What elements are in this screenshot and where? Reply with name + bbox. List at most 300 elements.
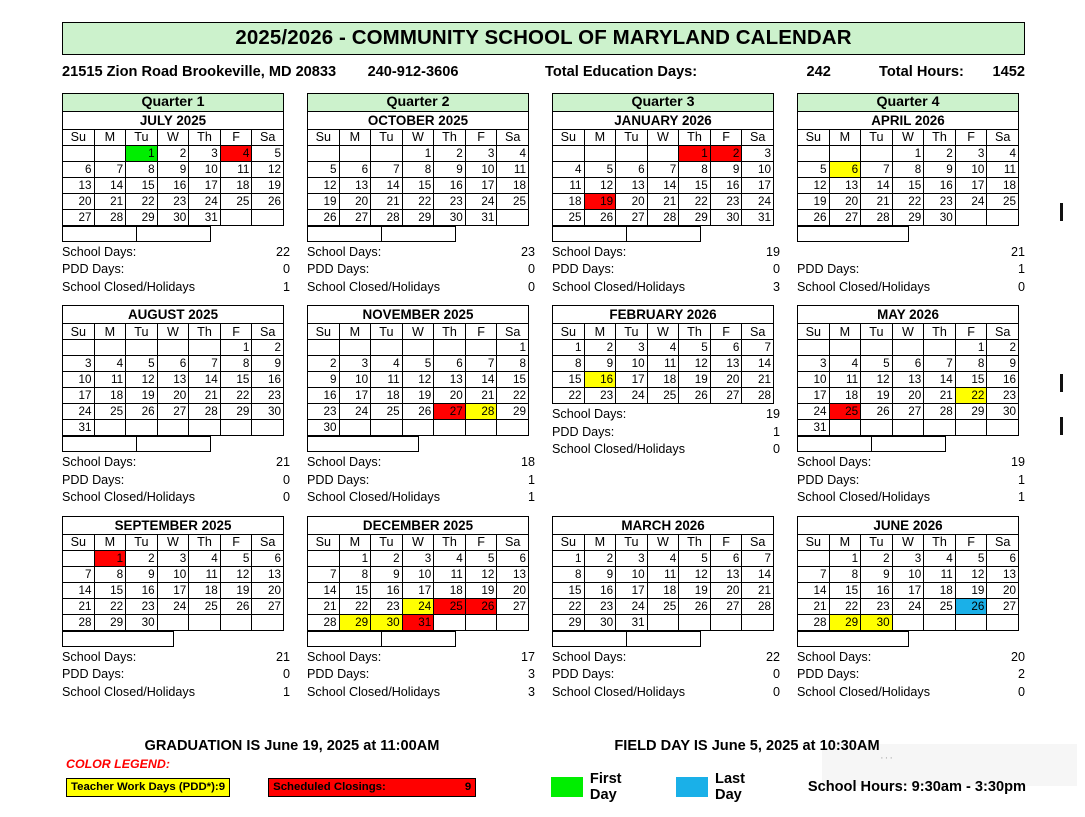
calendar-day[interactable]: 23: [157, 193, 189, 209]
calendar-day[interactable]: 24: [339, 404, 371, 420]
calendar-day[interactable]: 24: [157, 598, 189, 614]
calendar-day[interactable]: 1: [892, 145, 924, 161]
calendar-day[interactable]: 31: [189, 209, 221, 225]
calendar-day[interactable]: 10: [955, 161, 987, 177]
calendar-day[interactable]: 21: [63, 598, 95, 614]
calendar-day[interactable]: 15: [955, 372, 987, 388]
calendar-day[interactable]: 5: [798, 161, 830, 177]
calendar-day[interactable]: 22: [402, 193, 434, 209]
calendar-day[interactable]: 18: [189, 582, 221, 598]
calendar-day[interactable]: 13: [497, 566, 529, 582]
calendar-day[interactable]: 11: [647, 356, 679, 372]
calendar-day[interactable]: 15: [339, 582, 371, 598]
calendar-day[interactable]: 29: [402, 209, 434, 225]
calendar-day[interactable]: 8: [94, 566, 126, 582]
calendar-day[interactable]: 14: [742, 566, 774, 582]
calendar-day[interactable]: 14: [63, 582, 95, 598]
calendar-day[interactable]: 16: [987, 372, 1019, 388]
calendar-day[interactable]: 6: [63, 161, 95, 177]
calendar-day[interactable]: 23: [924, 193, 956, 209]
calendar-day[interactable]: 7: [861, 161, 893, 177]
calendar-day[interactable]: 26: [798, 209, 830, 225]
calendar-day[interactable]: 24: [63, 404, 95, 420]
calendar-day[interactable]: 7: [371, 161, 403, 177]
calendar-day[interactable]: 20: [829, 193, 861, 209]
calendar-day[interactable]: 23: [434, 193, 466, 209]
calendar-day[interactable]: 9: [987, 356, 1019, 372]
calendar-day[interactable]: 21: [465, 388, 497, 404]
calendar-day[interactable]: 8: [339, 566, 371, 582]
calendar-day[interactable]: 21: [924, 388, 956, 404]
calendar-day[interactable]: 12: [679, 356, 711, 372]
calendar-day[interactable]: 2: [924, 145, 956, 161]
calendar-day[interactable]: 26: [220, 598, 252, 614]
calendar-day[interactable]: 9: [584, 566, 616, 582]
calendar-day[interactable]: 18: [829, 388, 861, 404]
calendar-day[interactable]: 18: [987, 177, 1019, 193]
calendar-day[interactable]: 13: [710, 566, 742, 582]
calendar-day[interactable]: 5: [861, 356, 893, 372]
calendar-day[interactable]: 8: [829, 566, 861, 582]
calendar-day[interactable]: 19: [798, 193, 830, 209]
calendar-day[interactable]: 7: [189, 356, 221, 372]
calendar-day[interactable]: 29: [126, 209, 158, 225]
calendar-day[interactable]: 14: [308, 582, 340, 598]
calendar-day[interactable]: 26: [679, 388, 711, 404]
calendar-day[interactable]: 4: [189, 550, 221, 566]
calendar-day[interactable]: 28: [742, 598, 774, 614]
calendar-day[interactable]: 2: [252, 340, 284, 356]
calendar-day[interactable]: 16: [126, 582, 158, 598]
calendar-day[interactable]: 13: [892, 372, 924, 388]
calendar-day[interactable]: 3: [798, 356, 830, 372]
calendar-day[interactable]: 3: [892, 550, 924, 566]
calendar-day[interactable]: 22: [955, 388, 987, 404]
calendar-day[interactable]: 30: [861, 614, 893, 630]
calendar-day[interactable]: 30: [157, 209, 189, 225]
calendar-day[interactable]: 1: [679, 145, 711, 161]
calendar-day[interactable]: 15: [892, 177, 924, 193]
calendar-day[interactable]: 17: [189, 177, 221, 193]
calendar-day[interactable]: 6: [892, 356, 924, 372]
calendar-day[interactable]: 3: [616, 340, 648, 356]
calendar-day[interactable]: 19: [679, 582, 711, 598]
calendar-day[interactable]: 22: [220, 388, 252, 404]
calendar-day[interactable]: 29: [955, 404, 987, 420]
calendar-day[interactable]: 19: [861, 388, 893, 404]
calendar-day[interactable]: 4: [829, 356, 861, 372]
calendar-day[interactable]: 2: [371, 550, 403, 566]
calendar-day[interactable]: 23: [584, 598, 616, 614]
calendar-day[interactable]: 25: [924, 598, 956, 614]
calendar-day[interactable]: 21: [308, 598, 340, 614]
calendar-day[interactable]: 31: [798, 420, 830, 436]
calendar-day[interactable]: 18: [647, 582, 679, 598]
calendar-day[interactable]: 16: [308, 388, 340, 404]
calendar-day[interactable]: 29: [339, 614, 371, 630]
calendar-day[interactable]: 7: [798, 566, 830, 582]
calendar-day[interactable]: 19: [584, 193, 616, 209]
calendar-day[interactable]: 23: [861, 598, 893, 614]
calendar-day[interactable]: 3: [465, 145, 497, 161]
calendar-day[interactable]: 28: [189, 404, 221, 420]
calendar-day[interactable]: 29: [892, 209, 924, 225]
calendar-day[interactable]: 7: [465, 356, 497, 372]
calendar-day[interactable]: 8: [553, 566, 585, 582]
calendar-day[interactable]: 23: [371, 598, 403, 614]
calendar-day[interactable]: 12: [220, 566, 252, 582]
calendar-day[interactable]: 9: [308, 372, 340, 388]
calendar-day[interactable]: 7: [94, 161, 126, 177]
calendar-day[interactable]: 16: [710, 177, 742, 193]
calendar-day[interactable]: 19: [220, 582, 252, 598]
calendar-day[interactable]: 10: [616, 356, 648, 372]
calendar-day[interactable]: 10: [339, 372, 371, 388]
calendar-day[interactable]: 17: [616, 582, 648, 598]
calendar-day[interactable]: 17: [339, 388, 371, 404]
calendar-day[interactable]: 27: [157, 404, 189, 420]
calendar-day[interactable]: 26: [252, 193, 284, 209]
calendar-day[interactable]: 13: [434, 372, 466, 388]
calendar-day[interactable]: 7: [742, 340, 774, 356]
calendar-day[interactable]: 16: [371, 582, 403, 598]
calendar-day[interactable]: 19: [308, 193, 340, 209]
calendar-day[interactable]: 19: [955, 582, 987, 598]
calendar-day[interactable]: 2: [710, 145, 742, 161]
calendar-day[interactable]: 25: [553, 209, 585, 225]
calendar-day[interactable]: 16: [924, 177, 956, 193]
calendar-day[interactable]: 16: [861, 582, 893, 598]
calendar-day[interactable]: 12: [465, 566, 497, 582]
calendar-day[interactable]: 13: [63, 177, 95, 193]
calendar-day[interactable]: 25: [497, 193, 529, 209]
calendar-day[interactable]: 30: [987, 404, 1019, 420]
calendar-day[interactable]: 2: [861, 550, 893, 566]
calendar-day[interactable]: 31: [63, 420, 95, 436]
calendar-day[interactable]: 30: [434, 209, 466, 225]
calendar-day[interactable]: 9: [861, 566, 893, 582]
calendar-day[interactable]: 1: [497, 340, 529, 356]
calendar-day[interactable]: 22: [339, 598, 371, 614]
calendar-day[interactable]: 1: [220, 340, 252, 356]
calendar-day[interactable]: 28: [647, 209, 679, 225]
calendar-day[interactable]: 6: [710, 340, 742, 356]
calendar-day[interactable]: 11: [924, 566, 956, 582]
calendar-day[interactable]: 28: [861, 209, 893, 225]
calendar-day[interactable]: 22: [553, 388, 585, 404]
calendar-day[interactable]: 5: [252, 145, 284, 161]
calendar-day[interactable]: 27: [252, 598, 284, 614]
calendar-day[interactable]: 6: [497, 550, 529, 566]
calendar-day[interactable]: 10: [742, 161, 774, 177]
calendar-day[interactable]: 5: [955, 550, 987, 566]
calendar-day[interactable]: 3: [157, 550, 189, 566]
calendar-day[interactable]: 18: [94, 388, 126, 404]
calendar-day[interactable]: 24: [616, 598, 648, 614]
calendar-day[interactable]: 17: [798, 388, 830, 404]
calendar-day[interactable]: 4: [924, 550, 956, 566]
calendar-day[interactable]: 11: [94, 372, 126, 388]
calendar-day[interactable]: 5: [126, 356, 158, 372]
calendar-day[interactable]: 2: [157, 145, 189, 161]
calendar-day[interactable]: 27: [710, 598, 742, 614]
calendar-day[interactable]: 30: [126, 614, 158, 630]
calendar-day[interactable]: 29: [220, 404, 252, 420]
calendar-day[interactable]: 18: [553, 193, 585, 209]
calendar-day[interactable]: 26: [955, 598, 987, 614]
calendar-day[interactable]: 20: [710, 372, 742, 388]
calendar-day[interactable]: 21: [742, 582, 774, 598]
calendar-day[interactable]: 24: [189, 193, 221, 209]
calendar-day[interactable]: 10: [798, 372, 830, 388]
calendar-day[interactable]: 9: [126, 566, 158, 582]
calendar-day[interactable]: 23: [710, 193, 742, 209]
calendar-day[interactable]: 15: [829, 582, 861, 598]
calendar-day[interactable]: 8: [220, 356, 252, 372]
calendar-day[interactable]: 9: [371, 566, 403, 582]
calendar-day[interactable]: 9: [157, 161, 189, 177]
calendar-day[interactable]: 1: [126, 145, 158, 161]
calendar-day[interactable]: 10: [157, 566, 189, 582]
calendar-day[interactable]: 25: [829, 404, 861, 420]
calendar-day[interactable]: 22: [94, 598, 126, 614]
calendar-day[interactable]: 3: [402, 550, 434, 566]
calendar-day[interactable]: 28: [94, 209, 126, 225]
calendar-day[interactable]: 8: [126, 161, 158, 177]
calendar-day[interactable]: 13: [616, 177, 648, 193]
calendar-day[interactable]: 3: [63, 356, 95, 372]
calendar-day[interactable]: 8: [497, 356, 529, 372]
calendar-day[interactable]: 2: [434, 145, 466, 161]
calendar-day[interactable]: 15: [553, 582, 585, 598]
calendar-day[interactable]: 20: [616, 193, 648, 209]
calendar-day[interactable]: 14: [798, 582, 830, 598]
calendar-day[interactable]: 9: [252, 356, 284, 372]
calendar-day[interactable]: 22: [497, 388, 529, 404]
calendar-day[interactable]: 23: [584, 388, 616, 404]
calendar-day[interactable]: 27: [829, 209, 861, 225]
calendar-day[interactable]: 25: [647, 598, 679, 614]
calendar-day[interactable]: 1: [553, 340, 585, 356]
calendar-day[interactable]: 10: [402, 566, 434, 582]
calendar-day[interactable]: 26: [679, 598, 711, 614]
calendar-day[interactable]: 1: [955, 340, 987, 356]
calendar-day[interactable]: 12: [402, 372, 434, 388]
calendar-day[interactable]: 12: [861, 372, 893, 388]
calendar-day[interactable]: 4: [497, 145, 529, 161]
calendar-day[interactable]: 24: [798, 404, 830, 420]
calendar-day[interactable]: 17: [402, 582, 434, 598]
calendar-day[interactable]: 25: [647, 388, 679, 404]
calendar-day[interactable]: 6: [434, 356, 466, 372]
calendar-day[interactable]: 14: [189, 372, 221, 388]
calendar-day[interactable]: 31: [465, 209, 497, 225]
calendar-day[interactable]: 20: [434, 388, 466, 404]
calendar-day[interactable]: 22: [829, 598, 861, 614]
calendar-day[interactable]: 5: [679, 550, 711, 566]
calendar-day[interactable]: 21: [371, 193, 403, 209]
calendar-day[interactable]: 20: [252, 582, 284, 598]
calendar-day[interactable]: 14: [371, 177, 403, 193]
calendar-day[interactable]: 29: [553, 614, 585, 630]
calendar-day[interactable]: 12: [252, 161, 284, 177]
calendar-day[interactable]: 19: [679, 372, 711, 388]
calendar-day[interactable]: 22: [679, 193, 711, 209]
calendar-day[interactable]: 11: [829, 372, 861, 388]
calendar-day[interactable]: 14: [465, 372, 497, 388]
calendar-day[interactable]: 18: [497, 177, 529, 193]
calendar-day[interactable]: 1: [829, 550, 861, 566]
calendar-day[interactable]: 12: [955, 566, 987, 582]
calendar-day[interactable]: 9: [924, 161, 956, 177]
calendar-day[interactable]: 31: [742, 209, 774, 225]
calendar-day[interactable]: 27: [710, 388, 742, 404]
calendar-day[interactable]: 2: [584, 340, 616, 356]
calendar-day[interactable]: 26: [308, 209, 340, 225]
calendar-day[interactable]: 7: [63, 566, 95, 582]
calendar-day[interactable]: 11: [553, 177, 585, 193]
calendar-day[interactable]: 31: [402, 614, 434, 630]
calendar-day[interactable]: 19: [402, 388, 434, 404]
calendar-day[interactable]: 30: [371, 614, 403, 630]
calendar-day[interactable]: 2: [308, 356, 340, 372]
calendar-day[interactable]: 28: [308, 614, 340, 630]
calendar-day[interactable]: 6: [987, 550, 1019, 566]
calendar-day[interactable]: 25: [371, 404, 403, 420]
calendar-day[interactable]: 15: [679, 177, 711, 193]
calendar-day[interactable]: 6: [616, 161, 648, 177]
calendar-day[interactable]: 5: [402, 356, 434, 372]
calendar-day[interactable]: 5: [220, 550, 252, 566]
calendar-day[interactable]: 24: [616, 388, 648, 404]
calendar-day[interactable]: 20: [892, 388, 924, 404]
calendar-day[interactable]: 23: [987, 388, 1019, 404]
calendar-day[interactable]: 8: [955, 356, 987, 372]
calendar-day[interactable]: 3: [189, 145, 221, 161]
calendar-day[interactable]: 7: [647, 161, 679, 177]
calendar-day[interactable]: 2: [987, 340, 1019, 356]
calendar-day[interactable]: 18: [647, 372, 679, 388]
calendar-day[interactable]: 6: [339, 161, 371, 177]
calendar-day[interactable]: 12: [798, 177, 830, 193]
calendar-day[interactable]: 11: [647, 566, 679, 582]
calendar-day[interactable]: 30: [710, 209, 742, 225]
calendar-day[interactable]: 9: [434, 161, 466, 177]
calendar-day[interactable]: 18: [434, 582, 466, 598]
calendar-day[interactable]: 4: [434, 550, 466, 566]
calendar-day[interactable]: 29: [497, 404, 529, 420]
calendar-day[interactable]: 30: [308, 420, 340, 436]
calendar-day[interactable]: 2: [584, 550, 616, 566]
calendar-day[interactable]: 13: [987, 566, 1019, 582]
calendar-day[interactable]: 14: [94, 177, 126, 193]
calendar-day[interactable]: 9: [710, 161, 742, 177]
calendar-day[interactable]: 1: [553, 550, 585, 566]
calendar-day[interactable]: 30: [924, 209, 956, 225]
calendar-day[interactable]: 17: [465, 177, 497, 193]
calendar-day[interactable]: 21: [189, 388, 221, 404]
calendar-day[interactable]: 29: [829, 614, 861, 630]
calendar-day[interactable]: 27: [892, 404, 924, 420]
calendar-day[interactable]: 15: [220, 372, 252, 388]
calendar-day[interactable]: 4: [220, 145, 252, 161]
calendar-day[interactable]: 1: [94, 550, 126, 566]
calendar-day[interactable]: 25: [220, 193, 252, 209]
calendar-day[interactable]: 15: [94, 582, 126, 598]
calendar-day[interactable]: 27: [987, 598, 1019, 614]
calendar-day[interactable]: 5: [679, 340, 711, 356]
calendar-day[interactable]: 8: [679, 161, 711, 177]
calendar-day[interactable]: 18: [220, 177, 252, 193]
calendar-day[interactable]: 16: [252, 372, 284, 388]
calendar-day[interactable]: 4: [553, 161, 585, 177]
calendar-day[interactable]: 28: [798, 614, 830, 630]
calendar-day[interactable]: 23: [126, 598, 158, 614]
calendar-day[interactable]: 11: [434, 566, 466, 582]
calendar-day[interactable]: 21: [94, 193, 126, 209]
calendar-day[interactable]: 28: [924, 404, 956, 420]
calendar-day[interactable]: 15: [402, 177, 434, 193]
calendar-day[interactable]: 3: [955, 145, 987, 161]
calendar-day[interactable]: 26: [584, 209, 616, 225]
calendar-day[interactable]: 24: [955, 193, 987, 209]
calendar-day[interactable]: 14: [647, 177, 679, 193]
calendar-day[interactable]: 22: [126, 193, 158, 209]
calendar-day[interactable]: 4: [371, 356, 403, 372]
calendar-day[interactable]: 28: [742, 388, 774, 404]
calendar-day[interactable]: 4: [987, 145, 1019, 161]
calendar-day[interactable]: 5: [584, 161, 616, 177]
calendar-day[interactable]: 23: [252, 388, 284, 404]
calendar-day[interactable]: 18: [371, 388, 403, 404]
calendar-day[interactable]: 8: [892, 161, 924, 177]
calendar-day[interactable]: 24: [402, 598, 434, 614]
calendar-day[interactable]: 7: [308, 566, 340, 582]
calendar-day[interactable]: 18: [924, 582, 956, 598]
calendar-day[interactable]: 3: [339, 356, 371, 372]
calendar-day[interactable]: 7: [924, 356, 956, 372]
calendar-day[interactable]: 17: [63, 388, 95, 404]
calendar-day[interactable]: 11: [220, 161, 252, 177]
calendar-day[interactable]: 31: [616, 614, 648, 630]
calendar-day[interactable]: 25: [987, 193, 1019, 209]
calendar-day[interactable]: 3: [616, 550, 648, 566]
calendar-day[interactable]: 8: [553, 356, 585, 372]
calendar-day[interactable]: 6: [157, 356, 189, 372]
calendar-day[interactable]: 12: [126, 372, 158, 388]
calendar-day[interactable]: 16: [157, 177, 189, 193]
calendar-day[interactable]: 21: [742, 372, 774, 388]
calendar-day[interactable]: 13: [829, 177, 861, 193]
calendar-day[interactable]: 30: [584, 614, 616, 630]
calendar-day[interactable]: 6: [710, 550, 742, 566]
calendar-day[interactable]: 19: [126, 388, 158, 404]
calendar-day[interactable]: 15: [497, 372, 529, 388]
calendar-day[interactable]: 17: [955, 177, 987, 193]
calendar-day[interactable]: 10: [616, 566, 648, 582]
calendar-day[interactable]: 4: [647, 340, 679, 356]
calendar-day[interactable]: 20: [710, 582, 742, 598]
calendar-day[interactable]: 19: [252, 177, 284, 193]
calendar-day[interactable]: 1: [339, 550, 371, 566]
calendar-day[interactable]: 11: [497, 161, 529, 177]
calendar-day[interactable]: 27: [434, 404, 466, 420]
calendar-day[interactable]: 30: [252, 404, 284, 420]
calendar-day[interactable]: 14: [861, 177, 893, 193]
calendar-day[interactable]: 15: [553, 372, 585, 388]
calendar-day[interactable]: 27: [63, 209, 95, 225]
calendar-day[interactable]: 12: [584, 177, 616, 193]
